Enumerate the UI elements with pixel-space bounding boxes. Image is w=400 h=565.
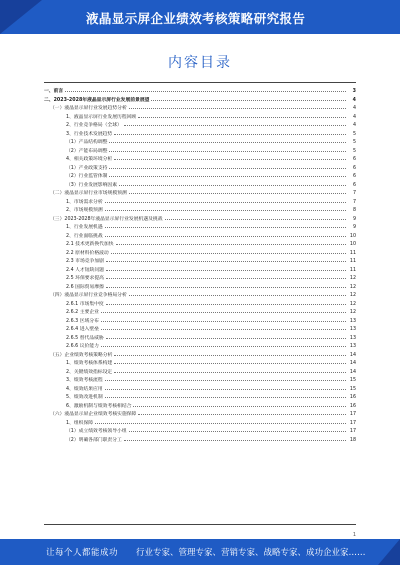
toc-leader-dots [114,358,346,364]
toc-entry-text: 6、激励机制与绩效考核相结合 [66,403,132,409]
toc-entry-page: 5 [352,140,356,145]
toc-leader-dots [106,256,346,262]
toc-leader-dots [129,290,346,296]
toc-leader-dots [101,316,346,322]
toc-entry-text: 2.6.3 区域分布 [66,318,99,324]
toc-leader-dots [106,299,346,305]
report-title: 液晶显示屏企业绩效考核策略研究报告 [86,11,306,26]
toc-entry[interactable] [44,205,356,214]
footer-experts: 行业专家、管理专家、营销专家、战略专家、成功企业家…… [136,548,366,558]
toc-entry-page: 11 [349,250,356,256]
toc-entry-text: 一、前言 [44,89,64,94]
toc-entry-page: 9 [352,225,356,230]
toc-leader-dots [101,341,346,347]
toc-entry[interactable] [44,282,356,291]
toc-entry-page: 8 [352,208,356,213]
toc-leader-dots [114,129,346,135]
toc-entry[interactable] [44,256,356,265]
page-number: 1 [352,532,356,538]
toc-leader-dots [101,307,346,313]
toc-entry[interactable] [44,154,356,163]
toc-entry-page: 13 [349,344,356,349]
toc-entry-text: 1、组织保障 [66,420,94,426]
toc-top-rule [44,82,356,83]
report-header [0,0,400,34]
toc-entry-page: 16 [349,403,356,409]
toc-entry[interactable] [44,129,356,138]
toc-entry[interactable] [44,171,356,180]
toc-leader-dots [124,120,346,126]
toc-entry-page: 17 [349,420,356,426]
toc-entry-text: （2）产能布局调整 [66,148,108,154]
toc-entry-text: 2.6.5 替代品威胁 [66,335,104,341]
toc-leader-dots [109,146,346,152]
toc-entry-text: 3、行业技术发展趋势 [66,131,113,137]
toc-entry-text: 2.6.6 议价能力 [66,344,99,349]
toc-leader-dots [114,154,346,160]
toc-leader-dots [129,103,346,109]
toc-leader-dots [109,137,346,143]
toc-entry-text: （三）2023-2028年液晶显示屏行业发展机遇及挑战 [50,216,163,222]
toc-entry[interactable] [44,358,356,367]
toc-leader-dots [105,375,346,381]
toc-entry-text: （二）液晶显示屏行业市场规模预测 [50,191,127,196]
toc-entry[interactable] [44,375,356,384]
toc-leader-dots [95,418,346,424]
toc-leader-dots [65,86,346,92]
toc-entry-page: 5 [352,148,356,154]
toc-leader-dots [138,112,346,118]
toc-entry[interactable] [44,384,356,393]
toc-entry-text: 2.2 原材料价格波动 [66,250,109,256]
toc-entry[interactable] [44,367,356,376]
toc-entry[interactable] [44,341,356,350]
toc-entry[interactable] [44,401,356,410]
footer-accent [378,539,400,565]
toc-leader-dots [105,197,346,203]
toc-entry[interactable] [44,290,356,299]
toc-leader-dots [165,214,347,220]
toc-leader-dots [114,367,346,373]
toc-leader-dots [101,324,346,330]
toc-entry-page: 15 [349,386,356,392]
toc-entry-page: 11 [349,267,356,273]
toc-entry[interactable] [44,273,356,282]
toc-entry-text: （1）产品结构调整 [66,140,108,145]
toc-entry[interactable] [44,222,356,231]
toc-entry-text: 2.5 环保要求提高 [66,276,104,281]
toc-leader-dots [105,384,346,390]
toc-entry-page: 13 [349,318,356,324]
toc-leader-dots [111,248,346,254]
toc-leader-dots [106,282,346,288]
toc-leader-dots [151,95,346,101]
toc-entry-page: 13 [349,335,356,341]
toc-entry-page: 4 [352,123,356,128]
toc-entry[interactable] [44,392,356,401]
toc-entry-text: （六）液晶显示屏企业绩效考核实施保障 [50,412,137,417]
toc-entry[interactable] [44,112,356,121]
toc-entry-text: 4、绩效结果应用 [66,386,103,392]
toc-entry-page: 6 [352,165,356,171]
toc-entry[interactable] [44,214,356,223]
toc-entry-text: 2.1 技术更新换代加快 [66,242,114,247]
toc-entry-text: 2.3 市场竞争加剧 [66,259,104,264]
toc-leader-dots [106,265,346,271]
toc-entry-text: 1、行业发展机遇 [66,225,103,230]
toc-entry-page: 6 [352,182,356,188]
toc-entry-text: （四）液晶显示屏行业竞争格局分析 [50,293,127,298]
toc-entry[interactable] [44,409,356,418]
header-accent [0,0,42,34]
toc-entry[interactable] [44,188,356,197]
toc-entry-text: 1、绩效考核体系构建 [66,361,113,366]
toc-entry-page: 17 [349,412,356,417]
toc-entry-page: 4 [352,106,356,111]
toc-entry-text: （一）液晶显示屏行业发展趋势分析 [50,106,127,111]
toc-entry-text: 二、2023-2028年液晶显示屏行业发展前景展望 [44,97,150,103]
toc-entry[interactable] [44,265,356,274]
toc-entry-page: 11 [349,259,356,264]
toc-leader-dots [105,205,346,211]
toc-entry-text: 4、相关政策环境分析 [66,157,113,162]
toc-entry-text: 3、绩效考核流程 [66,378,103,383]
toc-entry-page: 12 [349,301,356,307]
page-footer [0,539,400,565]
toc-entry[interactable] [44,137,356,146]
toc-entry-page: 12 [349,276,356,281]
toc-entry[interactable] [44,231,356,240]
toc-entry[interactable] [44,307,356,316]
toc-entry-page: 14 [349,361,356,366]
toc-leader-dots [133,401,346,407]
toc-entry-page: 10 [349,242,356,247]
toc-entry[interactable] [44,316,356,325]
toc-leader-dots [124,435,346,441]
toc-entry-text: 2、市场规模预测 [66,208,103,213]
toc-leader-dots [129,188,346,194]
toc-entry-page: 12 [349,284,356,290]
toc-entry-page: 3 [352,89,356,94]
toc-entry-page: 7 [352,199,356,205]
toc-entry[interactable] [44,239,356,248]
toc-entry-text: （3）行业发展影响因素 [66,182,118,188]
toc-entry[interactable] [44,418,356,427]
toc-entry-text: 2.6.1 市场集中度 [66,301,104,307]
toc-entry-text: 5、绩效改进机制 [66,395,103,400]
toc-entry[interactable] [44,95,356,104]
toc-entry-text: （1）产业政策支持 [66,165,108,171]
toc-entry-page: 6 [352,174,356,179]
toc-entry-text: （2）明确各部门职责分工 [66,437,122,443]
toc-leader-dots [105,231,346,237]
toc-entry-text: 2、行业竞争格局（全球） [66,123,122,128]
toc-leader-dots [119,180,346,186]
toc-leader-dots [109,171,346,177]
toc-entry-page: 12 [349,310,356,315]
toc-entry[interactable] [44,146,356,155]
toc-entry-page: 4 [352,114,356,120]
footer-slogan: 让每个人都能成功 [46,548,119,558]
toc-leader-dots [138,409,346,415]
toc-entry-text: 2.6.4 进入壁垒 [66,327,99,332]
toc-entry[interactable] [44,248,356,257]
toc-entry[interactable] [44,197,356,206]
toc-entry[interactable] [44,120,356,129]
toc-entry-page: 5 [352,131,356,137]
toc-entry-page: 16 [349,395,356,400]
toc-leader-dots [129,426,346,432]
toc-leader-dots [114,350,346,356]
toc-entry-page: 9 [352,216,356,222]
toc-entry[interactable] [44,333,356,342]
toc-entry[interactable] [44,103,356,112]
toc-bottom-rule [44,524,356,525]
toc-entry-text: 2、行业面临挑战 [66,233,103,239]
toc-leader-dots [105,222,346,228]
toc-entry-page: 14 [349,369,356,375]
toc-entry-page: 17 [349,429,356,434]
toc-entry[interactable] [44,180,356,189]
toc-entry[interactable] [44,426,356,435]
toc-entry-text: （1）成立绩效考核领导小组 [66,429,127,434]
toc-entry-page: 12 [349,293,356,298]
toc-entry-page: 18 [349,437,356,443]
toc-entry-text: 2.4 人才短缺问题 [66,267,104,273]
toc-leader-dots [106,273,346,279]
toc-entry[interactable] [44,86,356,95]
toc-entry-page: 6 [352,157,356,162]
toc-entry[interactable] [44,299,356,308]
toc-leader-dots [109,163,346,169]
toc-entry-page: 4 [352,97,356,103]
toc-entry-text: 2.6.2 主要企业 [66,310,99,315]
toc-entry-page: 15 [349,378,356,383]
toc-entry-text: 1、液晶显示屏行业发展历程回顾 [66,114,137,120]
table-of-contents [44,86,356,443]
toc-entry-text: 1、市场需求分析 [66,199,103,205]
toc-entry-text: 2、关键绩效指标设定 [66,369,113,375]
toc-entry[interactable] [44,350,356,359]
toc-entry-page: 14 [349,352,356,358]
toc-entry-page: 10 [349,233,356,239]
toc-entry[interactable] [44,435,356,444]
toc-entry[interactable] [44,163,356,172]
toc-leader-dots [105,392,346,398]
toc-leader-dots [106,333,346,339]
toc-leader-dots [116,239,346,245]
toc-entry-text: 2.6 国际贸易摩擦 [66,284,104,290]
toc-entry-text: （2）行业监管体制 [66,174,108,179]
toc-entry-page: 7 [352,191,356,196]
toc-heading: 内容目录 [168,55,232,71]
toc-entry-text: （五）企业绩效考核策略分析 [50,352,113,358]
toc-entry[interactable] [44,324,356,333]
toc-entry-page: 13 [349,327,356,332]
